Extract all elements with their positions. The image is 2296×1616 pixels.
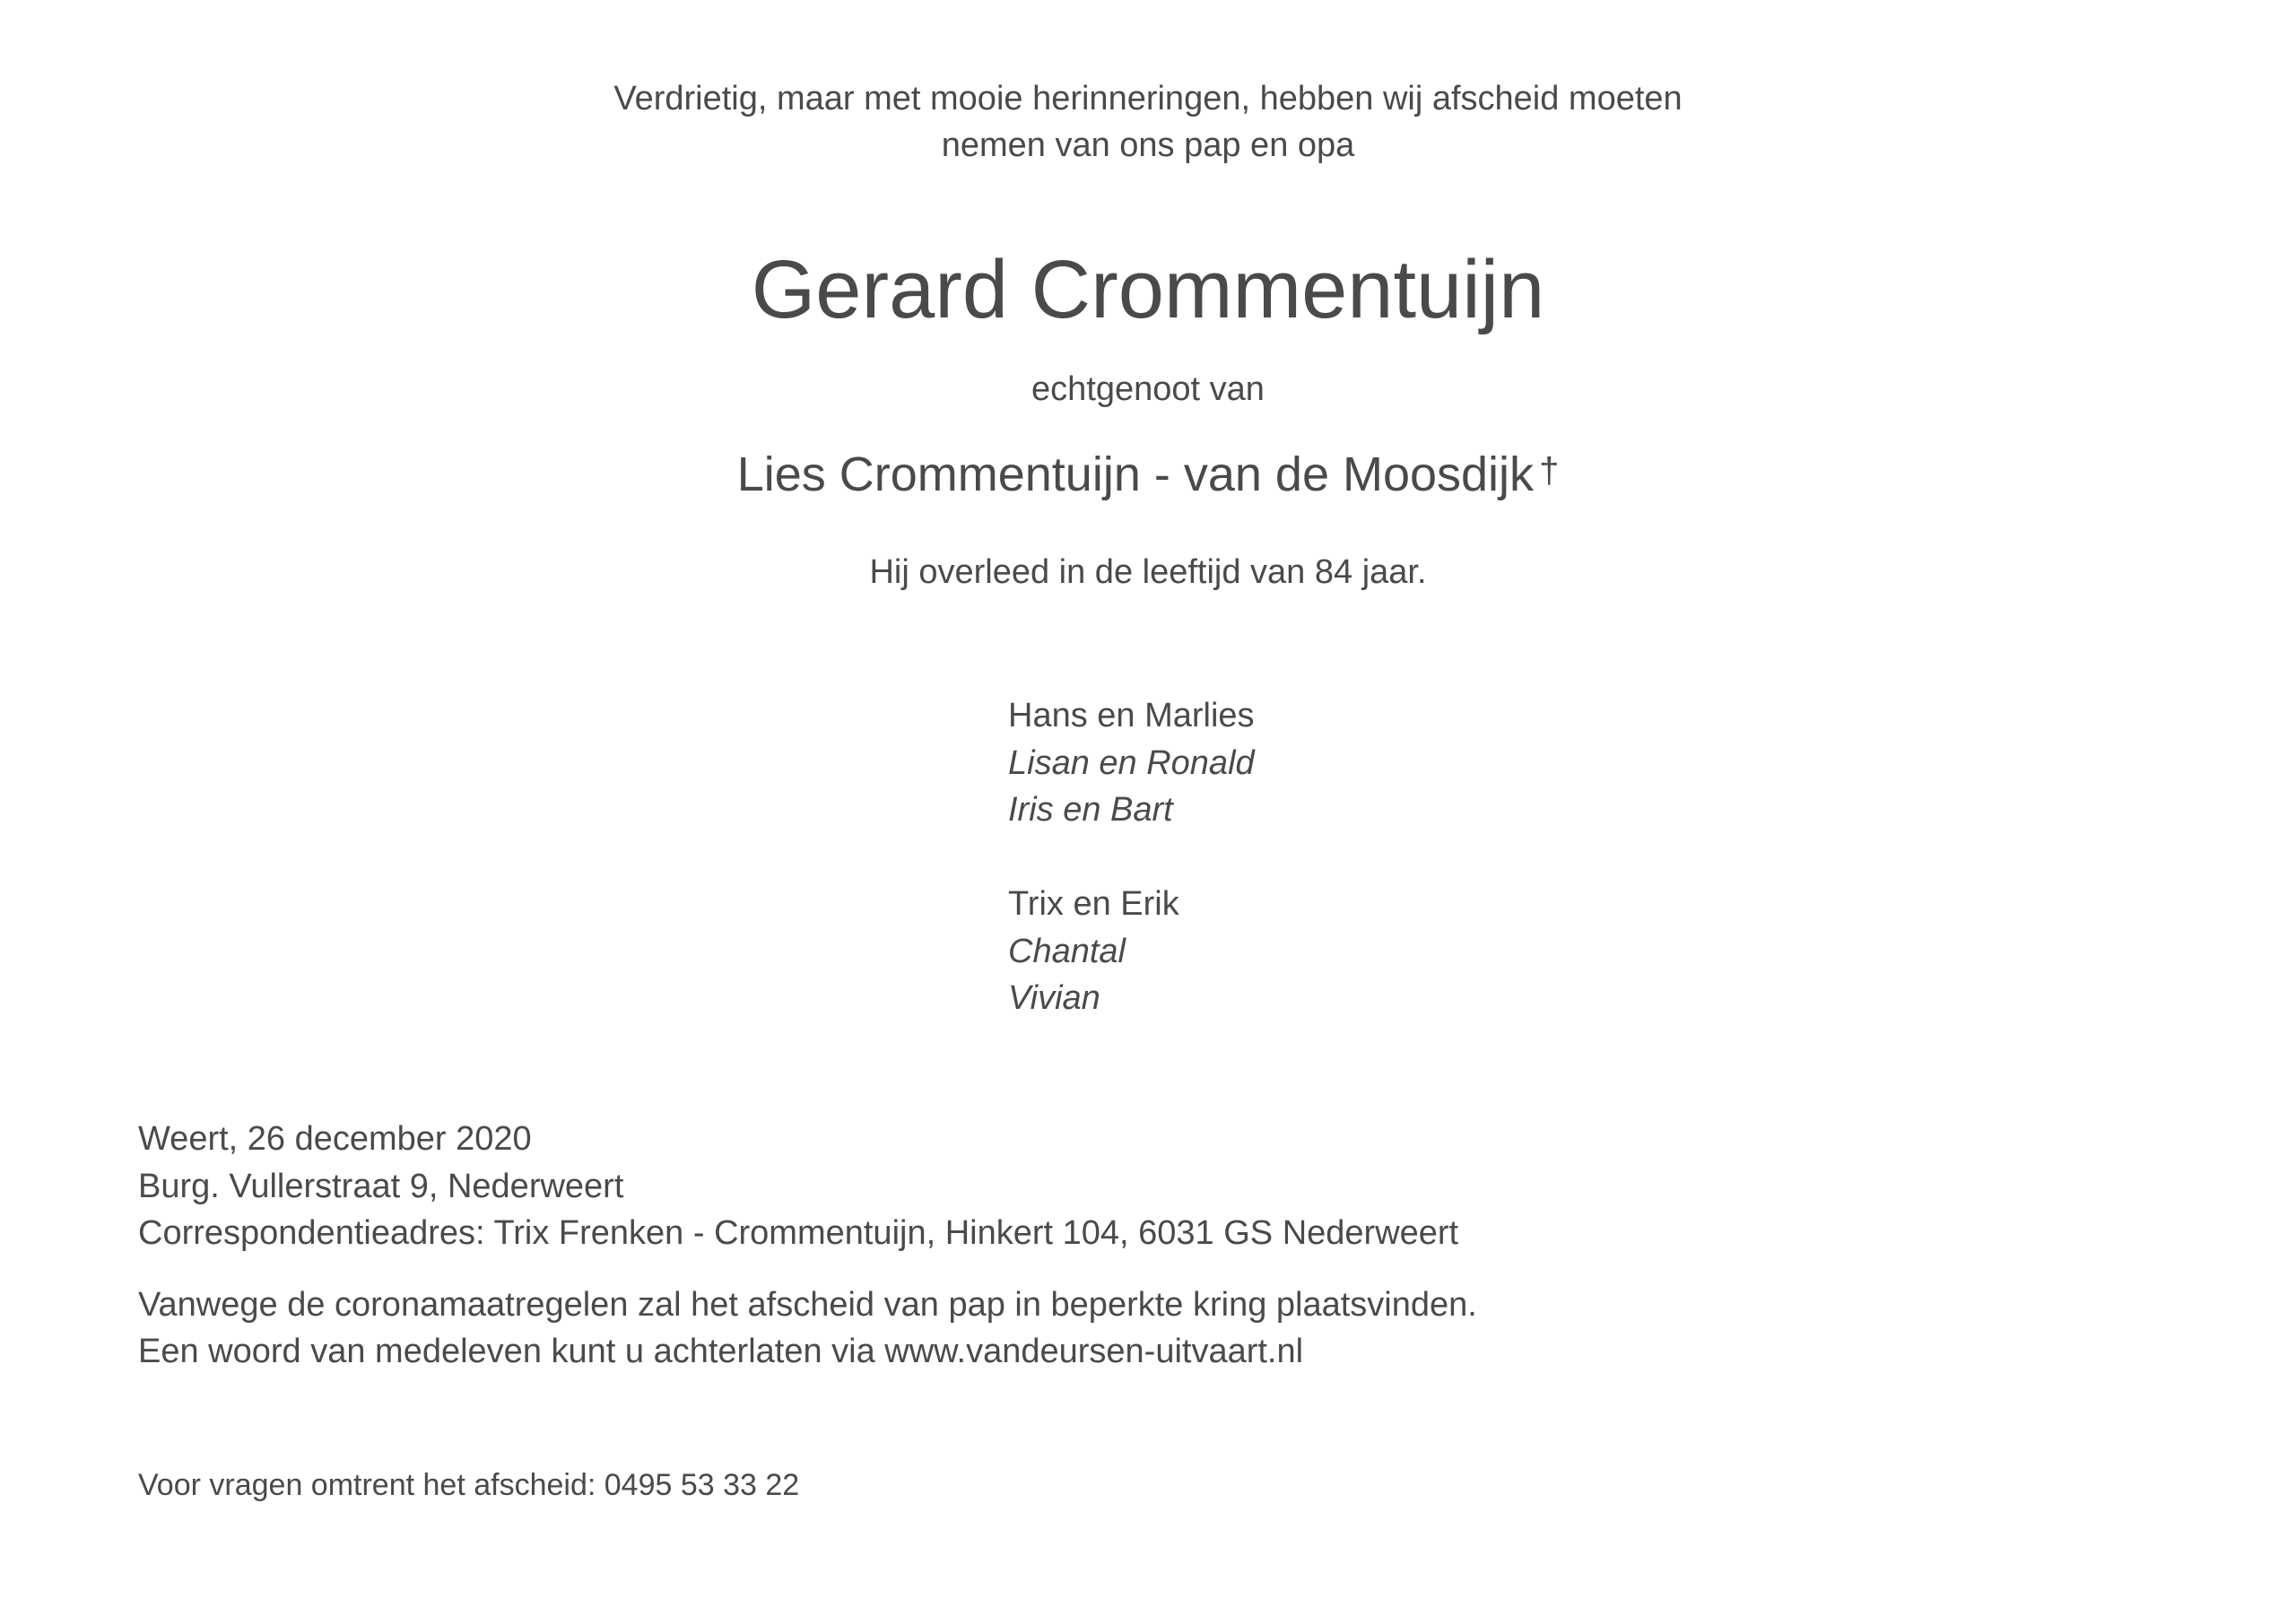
details-section	[138, 1116, 1477, 1376]
spouse-name: Lies Crommentuijn - van de Moosdijk	[736, 447, 1535, 501]
family-child: Vivian	[1008, 979, 1100, 1017]
deceased-name: Gerard Crommentuijn	[751, 244, 1545, 335]
intro-line-1: Verdrietig, maar met mooie herinneringen, hebben wij afscheid moeten	[613, 80, 1683, 117]
condolence-notice: Een woord van medeleven kunt u achterlaten via www.vandeursen-uitvaart.nl	[138, 1333, 1304, 1370]
contact-line: Voor vragen omtrent het afscheid: 0495 53 33 22	[138, 1468, 800, 1502]
address-block	[138, 1116, 1477, 1257]
family-parents: Trix en Erik	[1008, 885, 1179, 923]
cross-symbol: †	[1539, 451, 1560, 491]
family-parents: Hans en Marlies	[1008, 697, 1255, 734]
family-list	[1008, 692, 1255, 1069]
age-line: Hij overleed in de leeftijd van 84 jaar.	[869, 553, 1427, 591]
notice-block	[138, 1282, 1477, 1376]
family-group	[1008, 692, 1255, 834]
family-child: Iris en Bart	[1008, 791, 1173, 829]
correspondence-address: Correspondentieadres: Trix Frenken - Crommentuijn, Hinkert 104, 6031 GS Nederweert	[138, 1214, 1459, 1252]
intro-line-2: nemen van ons pap en opa	[941, 126, 1355, 164]
corona-notice: Vanwege de coronamaatregelen zal het afscheid van pap in beperkte kring plaatsvinden.	[138, 1285, 1477, 1324]
place-date: Weert, 26 december 2020	[138, 1120, 532, 1158]
family-child: Chantal	[1008, 932, 1126, 970]
spouse-label: echtgenoot van	[1031, 370, 1265, 408]
intro-text	[0, 75, 2296, 169]
family-child: Lisan en Ronald	[1008, 743, 1255, 782]
family-group	[1008, 881, 1255, 1022]
spouse-line	[0, 443, 2296, 506]
address: Burg. Vullerstraat 9, Nederweert	[138, 1167, 624, 1205]
